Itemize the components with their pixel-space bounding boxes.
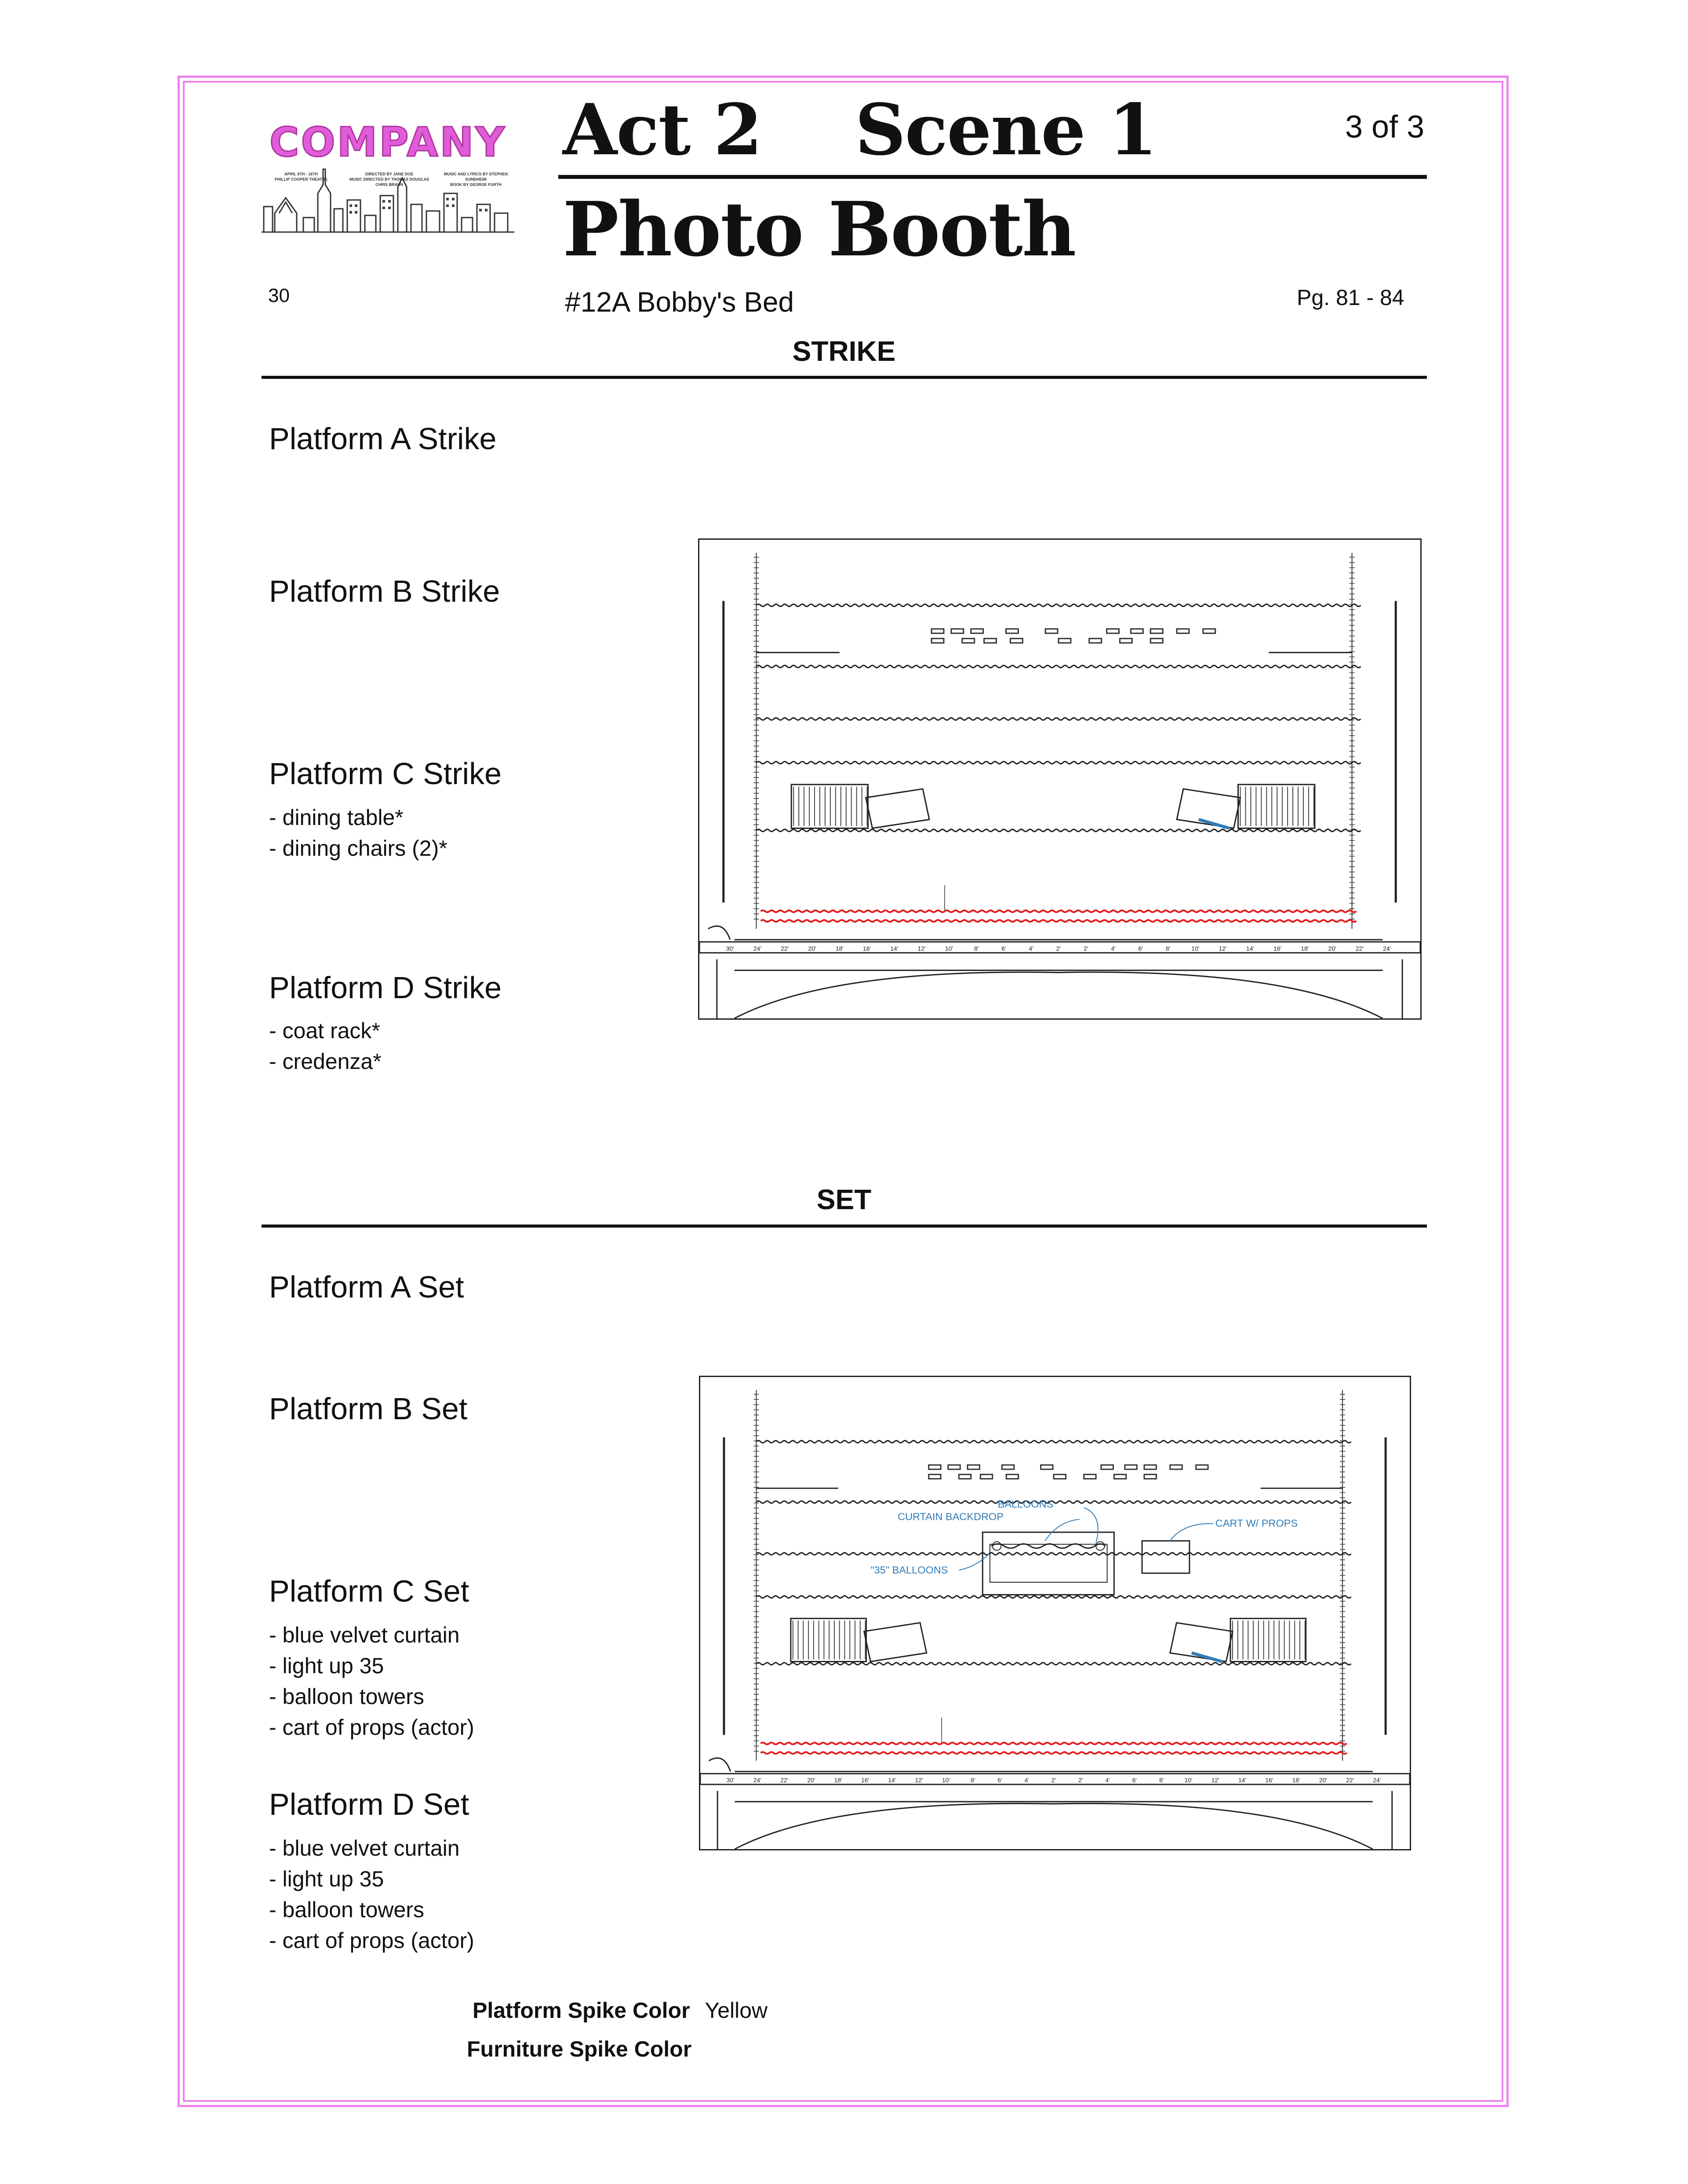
- cart-leader: [1170, 1523, 1213, 1541]
- ruler-label: 14': [1246, 945, 1255, 952]
- set-heading: SET: [816, 1184, 872, 1215]
- red-spike-line-upper: [760, 910, 1356, 912]
- balloon-tower-right: [1096, 1542, 1105, 1551]
- ruler-label: 2': [1051, 1777, 1056, 1784]
- lighting-instrument: [951, 629, 964, 633]
- strike-divider: [262, 376, 1427, 379]
- cue-number: 30: [268, 285, 290, 306]
- logo-credits-right: MUSIC AND LYRICS BY STEPHEN SONDHEIM BOOK BY GEORGE FURTH: [444, 172, 508, 187]
- ruler-label: 30': [726, 1777, 735, 1784]
- batten-line: [756, 1501, 1351, 1503]
- lighting-instrument: [1059, 639, 1071, 643]
- lighting-instrument: [959, 1475, 971, 1479]
- lighting-instrument: [929, 1475, 941, 1479]
- ruler-label: 6': [997, 1777, 1002, 1784]
- scene-subtitle: Photo Booth: [563, 185, 1076, 273]
- lighting-instrument: [1150, 639, 1163, 643]
- ruler-label: 22': [1346, 1777, 1354, 1784]
- list-item: - light up 35: [269, 1867, 384, 1891]
- list-item: - blue velvet curtain: [269, 1623, 460, 1647]
- ruler-label: 20': [807, 1777, 815, 1784]
- lighting-instrument: [1006, 1475, 1018, 1479]
- ruler-label: 12': [915, 1777, 923, 1784]
- ruler-label: 2': [1056, 945, 1061, 952]
- balloons-35-label: "35" BALLOONS: [870, 1564, 948, 1576]
- lighting-instrument: [1203, 629, 1215, 633]
- list-item: - dining chairs (2)*: [269, 836, 447, 861]
- cart-props-label: CART W/ PROPS: [1215, 1517, 1298, 1529]
- ruler-label: 20': [1328, 945, 1336, 952]
- ruler-label: 6': [1138, 945, 1143, 952]
- set-pieces: [870, 1498, 1298, 1595]
- ruler-label: 24': [1373, 1777, 1381, 1784]
- ruler-label: 16': [861, 1777, 869, 1784]
- lighting-instrument: [1045, 629, 1058, 633]
- strike-platform-d-list: [269, 1015, 382, 1077]
- red-spike-line-upper: [760, 1743, 1347, 1744]
- ruler-label: 10': [1191, 945, 1200, 952]
- lighting-instrument: [948, 1465, 960, 1469]
- lighting-instrument: [968, 1465, 979, 1469]
- stage-grid: [700, 1390, 1410, 1849]
- ruler-label: 4': [1024, 1777, 1029, 1784]
- lighting-instrument: [1125, 1465, 1137, 1469]
- batten-line: [756, 1596, 1351, 1598]
- batten-line: [757, 762, 1361, 764]
- scene-title: Scene 1: [855, 88, 1157, 171]
- platform-spike-label: Platform Spike Color: [473, 1998, 690, 2023]
- set-platform-d-title: Platform D Set: [269, 1787, 469, 1821]
- ruler-label: 14': [1238, 1777, 1246, 1784]
- batten-line: [757, 665, 1361, 668]
- lighting-instrument: [929, 1465, 941, 1469]
- balloons-label: BALLOONS: [997, 1498, 1054, 1510]
- wagon-left: [866, 789, 929, 829]
- list-item: - dining table*: [269, 805, 404, 830]
- ruler-label: 8': [971, 1777, 975, 1784]
- lighting-instrument: [931, 639, 944, 643]
- batten-line: [756, 1553, 1351, 1555]
- ruler-label: 24': [1383, 945, 1391, 952]
- ruler-label: 4': [1105, 1777, 1110, 1784]
- ruler-label: 6': [1132, 1777, 1137, 1784]
- lighting-instrument: [1002, 1465, 1014, 1469]
- ruler-label: 10': [945, 945, 953, 952]
- ruler-label: 16': [1273, 945, 1282, 952]
- act-title: Act 2: [563, 88, 762, 171]
- ruler-label: 30': [726, 945, 734, 952]
- list-item: - cart of props (actor): [269, 1928, 474, 1953]
- balloons35-leader: [959, 1554, 989, 1570]
- balloon-tower-left: [993, 1542, 1001, 1551]
- logo-title: COMPANY: [269, 119, 507, 166]
- strike-platform-d-title: Platform D Strike: [269, 970, 502, 1005]
- wagon-left: [864, 1623, 927, 1661]
- door-swing: [708, 926, 730, 940]
- red-spike-line-lower: [760, 1752, 1347, 1754]
- ruler-label: 16': [1265, 1777, 1273, 1784]
- ruler-label: 12': [917, 945, 926, 952]
- lighting-instrument: [1089, 639, 1102, 643]
- ruler-label: 22': [780, 1777, 789, 1784]
- platform-spike-color: [473, 1998, 768, 2023]
- lighting-instrument: [1054, 1475, 1066, 1479]
- lighting-instrument: [980, 1475, 992, 1479]
- ruler-label: 12': [1211, 1777, 1219, 1784]
- logo-credits-mid: DIRECTED BY JANE DOE MUSIC DIRECTED BY THOMAS DOUGLAS CHRIS BRAUN: [349, 172, 429, 187]
- batten-line: [756, 1441, 1351, 1443]
- ruler-label: 24': [753, 1777, 761, 1784]
- list-item: - cart of props (actor): [269, 1715, 474, 1740]
- ruler-label: 22': [781, 945, 789, 952]
- ruler-label: 10': [942, 1777, 950, 1784]
- stage-grid: [699, 553, 1420, 1018]
- lighting-instrument: [1144, 1475, 1156, 1479]
- script-pages: Pg. 81 - 84: [1297, 285, 1404, 310]
- batten-line: [757, 718, 1361, 720]
- ruler-label: 18': [1292, 1777, 1300, 1784]
- strike-heading: STRIKE: [792, 335, 896, 367]
- balloons-leader: [1084, 1508, 1098, 1543]
- lighting-instrument: [1010, 639, 1022, 643]
- lighting-instrument: [1150, 629, 1163, 633]
- ruler-label: 18': [835, 945, 844, 952]
- lighting-instrument: [1144, 1465, 1156, 1469]
- props-cart: [1142, 1541, 1190, 1573]
- list-item: - credenza*: [269, 1049, 382, 1074]
- strike-stage-plan: [698, 538, 1422, 1020]
- batten-line: [757, 829, 1361, 832]
- audience-arc: [735, 972, 1383, 1018]
- lighting-instrument: [1114, 1475, 1126, 1479]
- strike-platform-b-title: Platform B Strike: [269, 574, 500, 608]
- audience-arc: [735, 1803, 1372, 1849]
- set-stage-plan: [699, 1376, 1411, 1850]
- batten-line: [756, 1663, 1351, 1665]
- door-swing: [709, 1758, 731, 1772]
- page-count: 3 of 3: [1345, 109, 1425, 145]
- ruler-label: 4': [1111, 945, 1116, 952]
- strike-platform-a-title: Platform A Strike: [269, 422, 497, 456]
- lighting-instrument: [1120, 639, 1132, 643]
- ruler-label: 22': [1355, 945, 1364, 952]
- lighting-instrument: [984, 639, 997, 643]
- lighting-instrument: [1170, 1465, 1182, 1469]
- set-divider: [262, 1225, 1427, 1228]
- list-item: - coat rack*: [269, 1018, 380, 1043]
- ruler-label: 8': [974, 945, 979, 952]
- lighting-instrument: [931, 629, 944, 633]
- lighting-instrument: [1101, 1465, 1113, 1469]
- curtain-backdrop-frame: [982, 1532, 1114, 1595]
- ruler-label: 16': [863, 945, 871, 952]
- batten-line: [757, 604, 1361, 607]
- title-divider: [558, 175, 1427, 179]
- ruler-label: 20': [1319, 1777, 1327, 1784]
- lighting-instrument: [971, 629, 983, 633]
- strike-platform-c-title: Platform C Strike: [269, 756, 502, 791]
- ruler-label: 2': [1078, 1777, 1083, 1784]
- furniture-spike-color: [467, 2036, 700, 2062]
- list-item: - blue velvet curtain: [269, 1836, 460, 1861]
- logo-credits-left: APRIL 6TH - 16TH PHILLIP COOPER THEATRE: [275, 172, 328, 182]
- curtain-leader: [1045, 1519, 1079, 1541]
- song-title: #12A Bobby's Bed: [565, 286, 794, 318]
- stage-plan-drawing: [699, 540, 1420, 1018]
- ruler-label: 8': [1159, 1777, 1164, 1784]
- strike-platform-c-list: [269, 802, 447, 864]
- furniture-spike-label: Furniture Spike Color: [467, 2037, 692, 2061]
- lighting-instrument: [1131, 629, 1143, 633]
- ruler-label: 18': [1301, 945, 1309, 952]
- lighting-instrument: [962, 639, 975, 643]
- ruler-label: 18': [834, 1777, 842, 1784]
- set-platform-d-list: [269, 1833, 474, 1956]
- lighting-instrument: [1196, 1465, 1208, 1469]
- set-platform-c-list: [269, 1620, 474, 1743]
- lighting-instrument: [1177, 629, 1189, 633]
- list-item: - balloon towers: [269, 1684, 424, 1709]
- red-spike-line-lower: [760, 920, 1356, 922]
- lighting-instrument: [1041, 1465, 1053, 1469]
- lighting-instrument: [1107, 629, 1119, 633]
- ruler-label: 2': [1084, 945, 1088, 952]
- lighting-instrument: [1006, 629, 1018, 633]
- set-platform-a-title: Platform A Set: [269, 1270, 464, 1304]
- ruler-label: 14': [888, 1777, 896, 1784]
- ruler-label: 4': [1029, 945, 1033, 952]
- platform-spike-value: Yellow: [705, 1998, 768, 2023]
- ruler-label: 6': [1001, 945, 1006, 952]
- lighting-instrument: [1084, 1475, 1096, 1479]
- set-platform-c-title: Platform C Set: [269, 1574, 469, 1608]
- ruler-label: 24': [753, 945, 762, 952]
- curtain-backdrop-inner: [990, 1544, 1107, 1582]
- list-item: - light up 35: [269, 1653, 384, 1678]
- ruler-label: 12': [1219, 945, 1227, 952]
- ruler-label: 8': [1165, 945, 1171, 952]
- ruler-label: 10': [1184, 1777, 1193, 1784]
- ruler-label: 14': [890, 945, 899, 952]
- curtain-backdrop-label: CURTAIN BACKDROP: [898, 1511, 1004, 1523]
- ruler-label: 20': [808, 945, 816, 952]
- set-platform-b-title: Platform B Set: [269, 1392, 468, 1426]
- list-item: - balloon towers: [269, 1897, 424, 1922]
- stage-plan-drawing: [700, 1377, 1410, 1849]
- company-logo: [262, 119, 514, 237]
